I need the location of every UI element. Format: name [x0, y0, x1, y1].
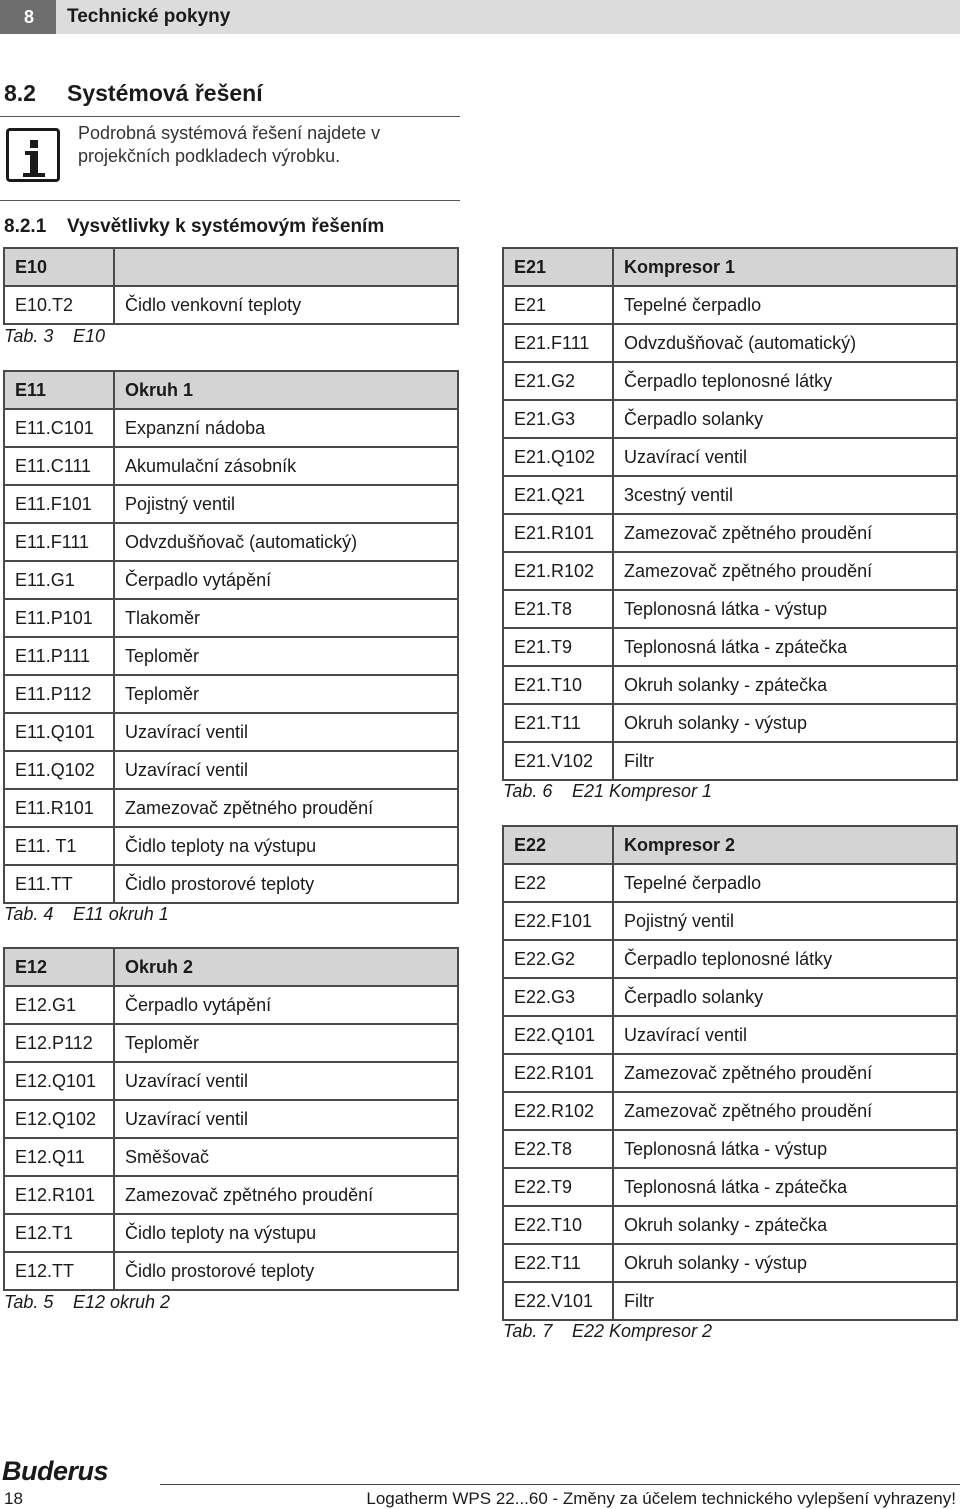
component-description: Čerpadlo teplonosné látky — [613, 362, 957, 400]
table-row — [4, 286, 458, 324]
page-number: 18 — [4, 1489, 23, 1508]
table-row — [4, 1024, 458, 1062]
table-row — [503, 590, 957, 628]
component-code: E21.G3 — [503, 400, 613, 438]
component-description: Zamezovač zpětného proudění — [613, 514, 957, 552]
table-header-row — [4, 948, 458, 986]
table-row — [4, 1214, 458, 1252]
component-description: Tlakoměr — [114, 599, 458, 637]
table-row — [503, 362, 957, 400]
component-code: E12 — [4, 948, 114, 986]
table-e12 — [3, 947, 459, 1291]
component-description: Okruh 1 — [114, 371, 458, 409]
footer-rule — [160, 1484, 960, 1485]
component-code: E21.T10 — [503, 666, 613, 704]
component-description: Zamezovač zpětného proudění — [114, 1176, 458, 1214]
component-description: Okruh solanky - zpátečka — [613, 1206, 957, 1244]
component-description: Směšovač — [114, 1138, 458, 1176]
table-row — [4, 1062, 458, 1100]
table-row — [503, 552, 957, 590]
component-code: E22.G3 — [503, 978, 613, 1016]
component-code: E10.T2 — [4, 286, 114, 324]
component-code: E22.V101 — [503, 1282, 613, 1320]
component-description: Čerpadlo solanky — [613, 400, 957, 438]
component-code: E21.Q21 — [503, 476, 613, 514]
table-row — [503, 864, 957, 902]
component-description — [114, 248, 458, 286]
component-code: E11.P101 — [4, 599, 114, 637]
component-description: Čidlo teploty na výstupu — [114, 827, 458, 865]
caption-tab5: Tab. 5 E12 okruh 2 — [4, 1292, 171, 1312]
component-code: E22 — [503, 826, 613, 864]
section-heading — [4, 80, 263, 107]
component-description: Čerpadlo vytápění — [114, 986, 458, 1024]
table-row — [4, 599, 458, 637]
chapter-number: 8 — [0, 0, 56, 34]
component-description: Pojistný ventil — [613, 902, 957, 940]
table-row — [4, 713, 458, 751]
component-code: E22.T10 — [503, 1206, 613, 1244]
component-code: E10 — [4, 248, 114, 286]
component-code: E21.F111 — [503, 324, 613, 362]
component-code: E21.R101 — [503, 514, 613, 552]
component-description: Teplonosná látka - zpátečka — [613, 628, 957, 666]
table-row — [503, 1130, 957, 1168]
component-code: E11.F111 — [4, 523, 114, 561]
subsection-number: 8.2.1 — [4, 216, 47, 237]
table-header-row — [503, 826, 957, 864]
caption-tab7: Tab. 7 E22 Kompresor 2 — [503, 1321, 713, 1341]
component-code: E11.TT — [4, 865, 114, 903]
table-row — [503, 1054, 957, 1092]
component-code: E21.V102 — [503, 742, 613, 780]
table-row — [503, 1092, 957, 1130]
table-header-row — [4, 371, 458, 409]
component-code: E22.T8 — [503, 1130, 613, 1168]
component-code: E21.T8 — [503, 590, 613, 628]
table-row — [4, 1176, 458, 1214]
table-e11 — [3, 370, 459, 904]
component-code: E22 — [503, 864, 613, 902]
component-code: E12.Q102 — [4, 1100, 114, 1138]
table-row — [503, 1244, 957, 1282]
table-row — [4, 409, 458, 447]
component-description: Uzavírací ventil — [114, 1062, 458, 1100]
caption-tab6: Tab. 6 E21 Kompresor 1 — [503, 781, 713, 801]
component-description: Čidlo prostorové teploty — [114, 1252, 458, 1290]
component-code: E22.T9 — [503, 1168, 613, 1206]
table-header-row — [4, 248, 458, 286]
section-title: Systémová řešení — [67, 80, 263, 106]
table-row — [503, 324, 957, 362]
buderus-logo: Buderus — [2, 1456, 109, 1486]
table-e21 — [502, 247, 958, 781]
table-row — [4, 637, 458, 675]
table-row — [503, 514, 957, 552]
info-icon — [6, 128, 60, 182]
component-code: E11.Q102 — [4, 751, 114, 789]
table-row — [503, 400, 957, 438]
component-description: Uzavírací ventil — [613, 1016, 957, 1054]
component-description: Uzavírací ventil — [114, 1100, 458, 1138]
table-row — [4, 1100, 458, 1138]
component-code: E11.R101 — [4, 789, 114, 827]
caption-tab3: Tab. 3 E10 — [4, 326, 106, 346]
component-code: E12.TT — [4, 1252, 114, 1290]
caption-tab4: Tab. 4 E11 okruh 1 — [4, 904, 169, 924]
table-row — [503, 940, 957, 978]
component-code: E22.T11 — [503, 1244, 613, 1282]
component-description: Odvzdušňovač (automatický) — [114, 523, 458, 561]
component-description: Teplonosná látka - výstup — [613, 590, 957, 628]
component-description: Filtr — [613, 1282, 957, 1320]
table-row — [503, 742, 957, 780]
component-description: Čerpadlo vytápění — [114, 561, 458, 599]
component-code: E22.F101 — [503, 902, 613, 940]
component-description: Zamezovač zpětného proudění — [613, 1054, 957, 1092]
component-description: Zamezovač zpětného proudění — [613, 1092, 957, 1130]
component-description: Filtr — [613, 742, 957, 780]
component-code: E22.R102 — [503, 1092, 613, 1130]
component-description: Zamezovač zpětného proudění — [613, 552, 957, 590]
table-e10 — [3, 247, 459, 325]
table-row — [503, 1206, 957, 1244]
component-description: Tepelné čerpadlo — [613, 864, 957, 902]
table-row — [4, 675, 458, 713]
component-code: E11.P112 — [4, 675, 114, 713]
table-row — [503, 476, 957, 514]
component-code: E21.T9 — [503, 628, 613, 666]
component-description: Okruh solanky - výstup — [613, 1244, 957, 1282]
subsection-title: Vysvětlivky k systémovým řešením — [67, 216, 385, 237]
component-description: Čidlo venkovní teploty — [114, 286, 458, 324]
table-row — [503, 628, 957, 666]
component-code: E11.Q101 — [4, 713, 114, 751]
component-description: Teploměr — [114, 637, 458, 675]
component-code: E12.G1 — [4, 986, 114, 1024]
table-row — [4, 865, 458, 903]
chapter-title: Technické pokyny — [67, 6, 231, 27]
component-code: E22.Q101 — [503, 1016, 613, 1054]
table-row — [4, 1252, 458, 1290]
component-description: Kompresor 2 — [613, 826, 957, 864]
component-description: Teplonosná látka - zpátečka — [613, 1168, 957, 1206]
table-row — [503, 438, 957, 476]
table-row — [4, 789, 458, 827]
table-row — [4, 1138, 458, 1176]
component-description: Čerpadlo solanky — [613, 978, 957, 1016]
section-number: 8.2 — [4, 80, 36, 106]
component-code: E21.G2 — [503, 362, 613, 400]
component-description: Tepelné čerpadlo — [613, 286, 957, 324]
component-code: E22.R101 — [503, 1054, 613, 1092]
component-code: E11.C101 — [4, 409, 114, 447]
table-row — [4, 447, 458, 485]
component-code: E21 — [503, 286, 613, 324]
table-header-row — [503, 248, 957, 286]
component-description: 3cestný ventil — [613, 476, 957, 514]
table-row — [503, 1016, 957, 1054]
component-description: Uzavírací ventil — [114, 751, 458, 789]
table-row — [4, 523, 458, 561]
table-row — [4, 827, 458, 865]
component-code: E11.G1 — [4, 561, 114, 599]
note-top-rule — [0, 116, 460, 117]
component-code: E11. T1 — [4, 827, 114, 865]
component-code: E22.G2 — [503, 940, 613, 978]
component-code: E12.P112 — [4, 1024, 114, 1062]
table-row — [4, 986, 458, 1024]
component-description: Čidlo teploty na výstupu — [114, 1214, 458, 1252]
note-bottom-rule — [0, 200, 460, 201]
component-code: E12.R101 — [4, 1176, 114, 1214]
component-code: E11.F101 — [4, 485, 114, 523]
component-description: Zamezovač zpětného proudění — [114, 789, 458, 827]
table-row — [4, 561, 458, 599]
table-row — [503, 1168, 957, 1206]
component-code: E11.P111 — [4, 637, 114, 675]
component-description: Čidlo prostorové teploty — [114, 865, 458, 903]
table-row — [503, 666, 957, 704]
table-row — [503, 286, 957, 324]
component-description: Teplonosná látka - výstup — [613, 1130, 957, 1168]
component-description: Uzavírací ventil — [613, 438, 957, 476]
subsection-heading — [4, 216, 384, 238]
component-code: E11 — [4, 371, 114, 409]
component-description: Okruh 2 — [114, 948, 458, 986]
component-description: Teploměr — [114, 1024, 458, 1062]
component-description: Akumulační zásobník — [114, 447, 458, 485]
component-description: Odvzdušňovač (automatický) — [613, 324, 957, 362]
table-row — [503, 704, 957, 742]
component-code: E21.T11 — [503, 704, 613, 742]
component-code: E12.Q101 — [4, 1062, 114, 1100]
table-row — [503, 1282, 957, 1320]
component-code: E11.C111 — [4, 447, 114, 485]
table-row — [503, 902, 957, 940]
component-description: Okruh solanky - zpátečka — [613, 666, 957, 704]
component-code: E21 — [503, 248, 613, 286]
component-description: Kompresor 1 — [613, 248, 957, 286]
component-code: E12.Q11 — [4, 1138, 114, 1176]
table-e22 — [502, 825, 958, 1321]
component-description: Pojistný ventil — [114, 485, 458, 523]
footer-text: Logatherm WPS 22...60 - Změny za účelem technického vylepšení vyhrazeny! — [366, 1489, 956, 1508]
component-description: Expanzní nádoba — [114, 409, 458, 447]
component-code: E12.T1 — [4, 1214, 114, 1252]
component-description: Okruh solanky - výstup — [613, 704, 957, 742]
component-code: E21.R102 — [503, 552, 613, 590]
component-code: E21.Q102 — [503, 438, 613, 476]
note-text: Podrobná systémová řešení najdete v projekčních podkladech výrobku. — [78, 123, 381, 166]
table-row — [503, 978, 957, 1016]
component-description: Uzavírací ventil — [114, 713, 458, 751]
component-description: Čerpadlo teplonosné látky — [613, 940, 957, 978]
table-row — [4, 751, 458, 789]
component-description: Teploměr — [114, 675, 458, 713]
table-row — [4, 485, 458, 523]
